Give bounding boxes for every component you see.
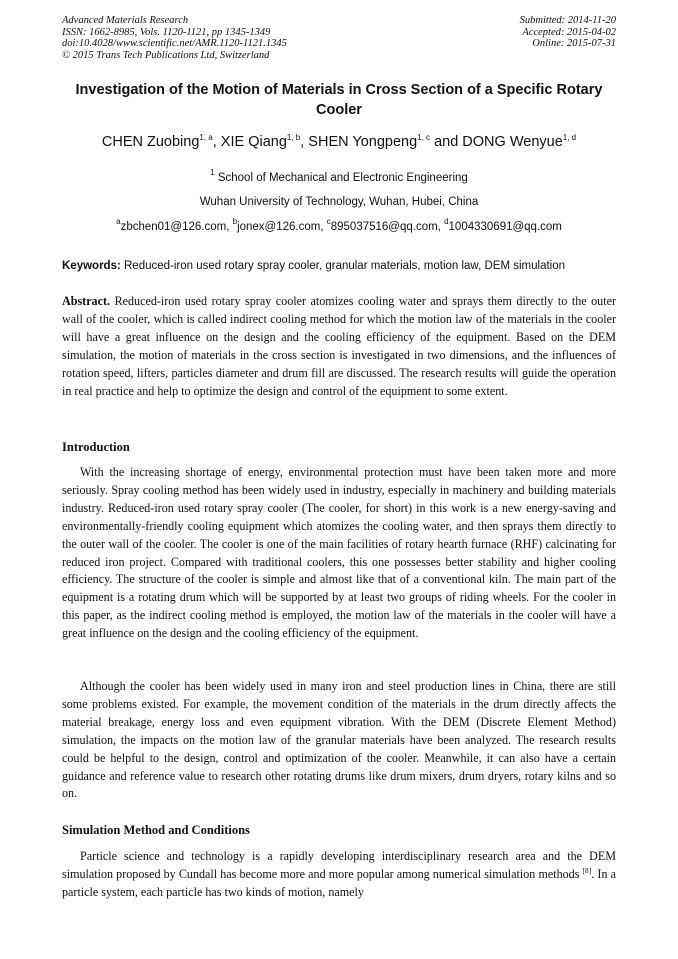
email-address[interactable]: 1004330691@qq.com [448,221,562,233]
journal-name: Advanced Materials Research [62,15,189,26]
author-separator: , [212,134,221,150]
paragraph-text-end: . In a particle system, each particle has two kinds of motion, namely [62,866,616,899]
email-address[interactable]: 895037516@qq.com, [330,221,445,233]
author-separator: , [300,134,309,150]
introduction-paragraph-2 [62,678,616,803]
author-separator: and [430,134,463,150]
email-superscript: d [444,217,449,226]
abstract-text: Reduced-iron used rotary spray cooler atomizes cooling water and sprays them directly to the outer wall of the cooler, which is called indirect cooling method for which the motion law of the materials in the cooler will have a great influence on the design and the cooling efficiency of the equipment. Based on the DEM simulation, the motion of materials in the cross section is investigated in two dimensions, and the influences of rotation speed, lifters, particles diameter and drum fill are discussed. The research results will guide the operation in real practice and help to optimize the design and control of the equipment to some extent. [62,294,616,398]
email-address[interactable]: zbchen01@126.com, [120,221,233,233]
email-address[interactable]: jonex@126.com, [237,221,327,233]
submission-dates [520,15,616,50]
simulation-paragraph-1 [62,848,616,902]
author-name: DONG Wenyue [462,134,563,150]
keywords-text: Reduced-iron used rotary spray cooler, granular materials, motion law, DEM simulation [120,260,566,272]
paragraph-text-start: Particle science and technology is a rapidly developing interdisciplinary research area and the DEM simulation proposed by Cundall has become more and more popular among numerical simulation methods [62,849,616,881]
journal-info [62,15,287,61]
email-superscript: b [232,217,238,226]
keywords-label: Keywords: [62,260,121,272]
journal-issn: ISSN: 1662-8985, Vols. 1120-1121, pp 1345-1349 [62,26,271,38]
online-date: Online: 2015-07-31 [532,38,616,49]
introduction-heading: Introduction [62,440,130,454]
simulation-heading: Simulation Method and Conditions [62,823,250,837]
author-emails [62,217,616,234]
paragraph-text: Although the cooler has been widely used in many iron and steel production lines in China, there are still some problems existed. For example, the movement condition of the materials in the drum directly affects the material breakage, energy loss and even equipment vibration. With the DEM (Discrete Element Method) simulation, the impacts on the motion law of the granular materials have been analyzed. The research results could be helpful to the design, control and optimization of the cooler. Meanwhile, it can also have a certain guidance and reference value to research other rotating drums like drum mixers, drum dryers, rotary kilns and so on. [62,679,616,801]
email-superscript: a [116,217,121,226]
author-superscript: 1, c [417,133,431,142]
journal-doi: doi:10.4028/www.scientific.net/AMR.1120-1121.1345 [62,38,287,49]
paper-title: Investigation of the Motion of Materials in Cross Section of a Specific Rotary Cooler [75,82,603,118]
abstract [62,293,616,400]
author-superscript: 1, b [286,133,301,142]
paragraph-text [62,848,616,902]
affiliation-superscript: 1 [210,168,215,177]
journal-copyright: © 2015 Trans Tech Publications Ltd, Switzerland [62,49,270,61]
affiliation-school-text: School of Mechanical and Electronic Engineering [214,172,468,184]
introduction-paragraph-1 [62,464,616,643]
author-superscript: 1, a [199,133,213,142]
submitted-date: Submitted: 2014-11-20 [519,15,616,26]
author-name: SHEN Yongpeng [308,134,418,150]
email-superscript: c [326,217,331,226]
abstract-label: Abstract. [62,294,111,308]
author-name: CHEN Zuobing [101,134,200,150]
paragraph-text: With the increasing shortage of energy, environmental protection must have been taken more and more seriously. Spray cooling method has been widely used in industry, especially in machinery and building materials industry. Reduced-iron used rotary spray cooler (The cooler, for short) in this work is a new energy-saving and environmentally-friendly cooling equipment which atomizes the cooling water, and then sprays them directly to the outer wall of the cooler. The cooler is one of the main facilities of rotary hearth furnace (RHF) calcinating for reduced iron project. Compared with traditional coolers, this one possesses better stability and higher cooling efficiency. The structure of the cooler is simple and almost like that of a conventional kiln. The main part of the equipment is a rotating drum which will be supported by at least two groups of riding wheels. For the cooler in this paper, as the indirect cooling method is employed, the motion law of the materials in the cooler will have a great influence on the design and the cooling efficiency of the equipment. [62,465,616,641]
author-name: XIE Qiang [220,134,287,150]
affiliation-school [62,168,616,185]
citation-reference[interactable]: [8] [582,865,592,875]
keywords [62,259,616,273]
author-list [40,132,638,152]
author-superscript: 1, d [562,133,577,142]
affiliation-university: Wuhan University of Technology, Wuhan, Hubei, China [199,196,479,208]
accepted-date: Accepted: 2015-04-02 [522,26,616,38]
